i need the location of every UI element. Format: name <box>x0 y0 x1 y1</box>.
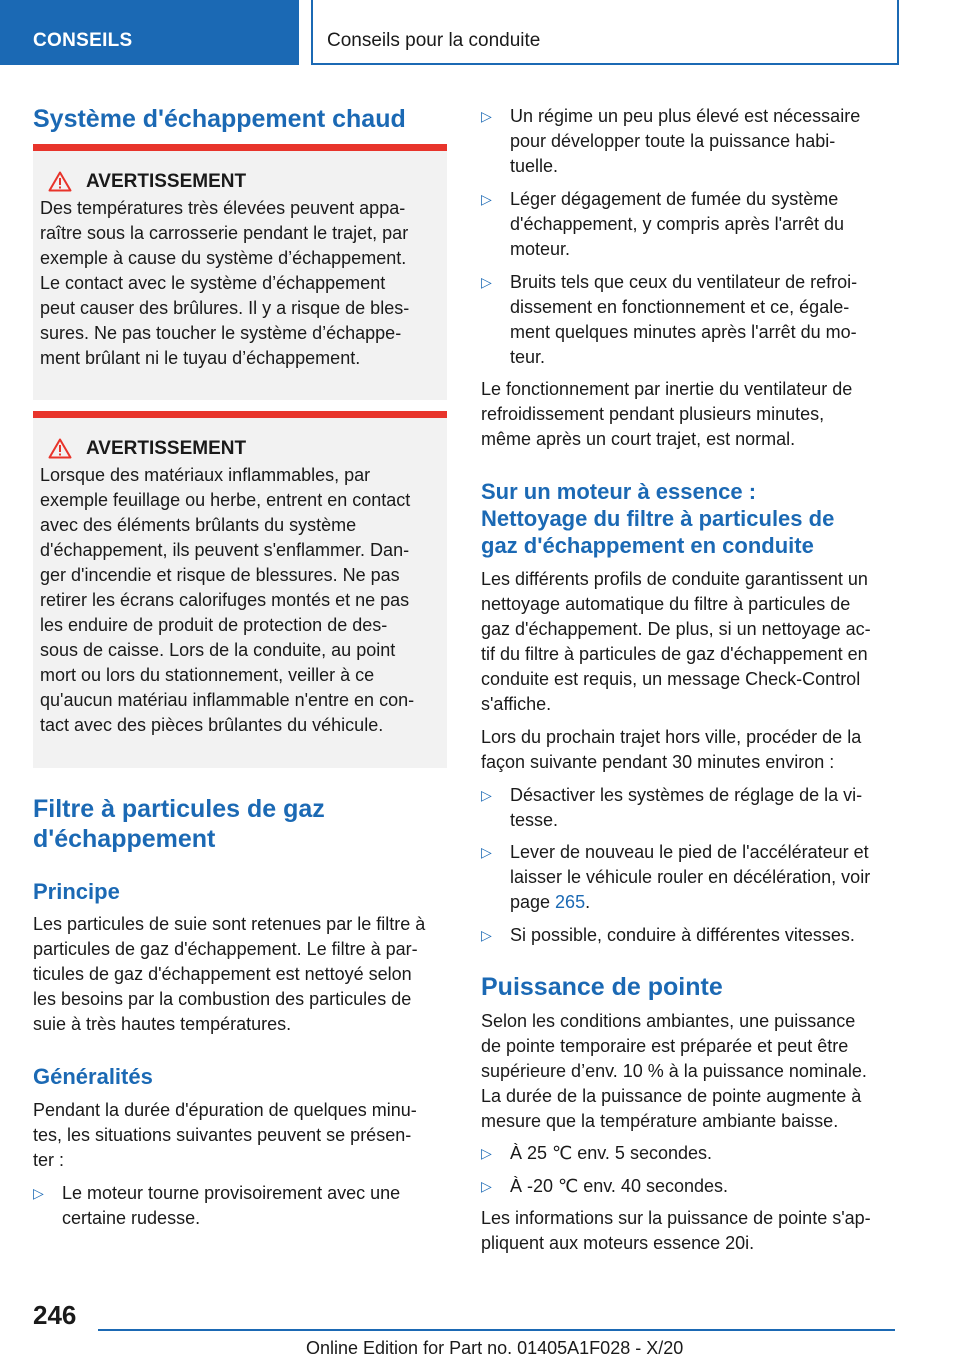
text-line: À -20 ℃ env. 40 secondes. <box>510 1176 729 1196</box>
bullet-triangle-icon: ▷ <box>481 927 492 943</box>
text-line: particules de gaz d'échappement. Le filtre à par- <box>33 939 418 959</box>
text-line: raître sous la carrosserie pendant le trajet, par <box>40 223 409 243</box>
text-line: Nettoyage du filtre à particules de <box>481 506 835 531</box>
bullet-triangle-icon: ▷ <box>481 1145 492 1161</box>
text-line: Lors du prochain trajet hors ville, procéder de la <box>481 727 862 747</box>
bullet-triangle-icon: ▷ <box>481 191 492 207</box>
paragraph-fan <box>481 377 895 452</box>
bullet-triangle-icon: ▷ <box>481 844 492 860</box>
warning-triangle-icon <box>48 171 72 192</box>
bullet-triangle-icon: ▷ <box>33 1185 44 1201</box>
text-line: peut causer des brûlures. Il y a risque de bles- <box>40 298 410 318</box>
text-line: pliquent aux moteurs essence 20i. <box>481 1233 755 1253</box>
text-line: tesse. <box>510 810 559 830</box>
header-chapter-label: Conseils pour la conduite <box>327 30 541 51</box>
text-line: gaz d'échappement en conduite <box>481 533 814 558</box>
text-line: les enduire de produit de protection de des- <box>40 615 388 635</box>
header-chapter-box <box>311 0 899 65</box>
text-line: refroidissement pendant plusieurs minutes, <box>481 404 825 424</box>
text-line: Désactiver les systèmes de réglage de la vi- <box>510 785 863 805</box>
footer-edition: Online Edition for Part no. 01405A1F028 - X/20 <box>306 1338 684 1358</box>
text-line: Des températures très élevées peuvent appa- <box>40 198 406 218</box>
text-line: certaine rudesse. <box>62 1208 201 1228</box>
text-line: de pointe temporaire est préparée et peut être <box>481 1036 849 1056</box>
page-ref-prefix: page <box>510 892 556 912</box>
text-line: qu'aucun matériau inflammable n'entre en con- <box>40 690 415 710</box>
text-line: conduite est requis, un message Check-Control <box>481 669 861 689</box>
text-line: Lever de nouveau le pied de l'accélérateur et <box>510 842 869 862</box>
text-line: Un régime un peu plus élevé est nécessaire <box>510 106 861 126</box>
text-line: pour développer toute la puissance habi- <box>510 131 836 151</box>
heading-petrol-cleaning <box>481 478 834 559</box>
text-line: exemple à cause du système d’échappement. <box>40 248 407 268</box>
text-line: ger d'incendie et risque de blessures. Ne pas <box>40 565 400 585</box>
text-line: Lorsque des matériaux inflammables, par <box>40 465 371 485</box>
text-line: d'échappement, ils peuvent s'enflammer. Dan- <box>40 540 410 560</box>
warning-box-fire <box>33 411 447 768</box>
header-section-label: CONSEILS <box>33 30 133 51</box>
text-line: ment brûlant ni le tuyau d’échappement. <box>40 348 361 368</box>
bullet-triangle-icon: ▷ <box>481 108 492 124</box>
text-line: mort ou lors du stationnement, veiller à ce <box>40 665 375 685</box>
text-line: Le contact avec le système d’échappement <box>40 273 386 293</box>
text-line: À 25 ℃ env. 5 secondes. <box>510 1143 712 1163</box>
text-line: Le fonctionnement par inertie du ventilateur de <box>481 379 853 399</box>
text-line: sures. Ne pas toucher le système d’échappe- <box>40 323 402 343</box>
text-line: les besoins par la combustion des particules de <box>33 989 412 1009</box>
text-line: Le moteur tourne provisoirement avec une <box>62 1183 401 1203</box>
heading-particle-filter <box>33 794 325 854</box>
paragraph-next-trip <box>481 725 895 775</box>
warning-title: AVERTISSEMENT <box>86 438 247 459</box>
footer-divider <box>98 1329 895 1331</box>
list-item <box>481 783 895 833</box>
heading-principe: Principe <box>33 879 120 904</box>
text-line: mesure que la température ambiante baisse. <box>481 1111 839 1131</box>
text-line: Bruits tels que ceux du ventilateur de refroi- <box>510 272 858 292</box>
heading-generalites: Généralités <box>33 1064 153 1089</box>
header-section-tab <box>0 0 299 65</box>
text-line: tact avec des pièces brûlantes du véhicule. <box>40 715 384 735</box>
text-line: ter : <box>33 1150 65 1170</box>
list-item <box>481 187 895 262</box>
paragraph-principe <box>33 912 447 1037</box>
bullet-triangle-icon: ▷ <box>481 1178 492 1194</box>
text-line: Pendant la durée d'épuration de quelques minu- <box>33 1100 417 1120</box>
text-line: exemple feuillage ou herbe, entrent en contact <box>40 490 411 510</box>
text-line: Sur un moteur à essence : <box>481 479 757 504</box>
text-line <box>510 890 895 915</box>
text-line: même après un court trajet, est normal. <box>481 429 796 449</box>
text-line: Filtre à particules de gaz <box>33 795 325 823</box>
text-line: Les particules de suie sont retenues par le filtre à <box>33 914 426 934</box>
text-line: ticules de gaz d'échappement est nettoyé selon <box>33 964 412 984</box>
text-line: retirer les écrans calorifuges montés et ne pas <box>40 590 410 610</box>
text-line: Léger dégagement de fumée du système <box>510 189 839 209</box>
text-line: façon suivante pendant 30 minutes environ : <box>481 752 835 772</box>
text-line: Si possible, conduire à différentes vitesses. <box>510 925 855 945</box>
paragraph-generalites <box>33 1098 447 1173</box>
text-line: gaz d'échappement. De plus, si un nettoyage ac- <box>481 619 871 639</box>
text-line: Selon les conditions ambiantes, une puissance <box>481 1011 856 1031</box>
text-line: nettoyage automatique du filtre à particules de <box>481 594 851 614</box>
text-line: d'échappement, y compris après l'arrêt du <box>510 214 845 234</box>
text-line: teur. <box>510 347 546 367</box>
heading-peak-power: Puissance de pointe <box>481 973 723 1001</box>
text-line: Les informations sur la puissance de pointe s'ap- <box>481 1208 871 1228</box>
warning-triangle-icon <box>48 438 72 459</box>
text-line: sous de caisse. Lors de la conduite, au point <box>40 640 396 660</box>
list-item <box>481 1174 895 1199</box>
list-item <box>481 840 895 915</box>
text-line: dissement en fonctionnement et ce, égale- <box>510 297 850 317</box>
text-line: ment quelques minutes après l'arrêt du mo- <box>510 322 857 342</box>
page-ref-suffix: . <box>585 892 591 912</box>
text-line: moteur. <box>510 239 571 259</box>
paragraph-info <box>481 1206 895 1256</box>
text-line: supérieure d’env. 10 % à la puissance nominale. <box>481 1061 867 1081</box>
warning-title: AVERTISSEMENT <box>86 171 247 192</box>
text-line: La durée de la puissance de pointe augmente à <box>481 1086 862 1106</box>
text-line: laisser le véhicule rouler en décélération, voir <box>510 867 871 887</box>
text-line: s'affiche. <box>481 694 552 714</box>
text-line: tes, les situations suivantes peuvent se présen- <box>33 1125 412 1145</box>
bullet-triangle-icon: ▷ <box>481 787 492 803</box>
text-line: Les différents profils de conduite garantissent un <box>481 569 868 589</box>
list-item <box>481 923 895 948</box>
warning-box-burns <box>33 144 447 400</box>
text-line: avec des éléments brûlants du système <box>40 515 357 535</box>
text-line: tuelle. <box>510 156 559 176</box>
warning-text <box>40 463 435 738</box>
text-line: d'échappement <box>33 825 216 853</box>
text-line: tif du filtre à particules de gaz d'échappement en <box>481 644 868 664</box>
page-reference-link[interactable]: 265 <box>555 892 586 912</box>
paragraph-profiles <box>481 567 895 717</box>
heading-hot-exhaust: Système d'échappement chaud <box>33 105 406 133</box>
list-item <box>481 270 895 370</box>
page-number: 246 <box>33 1300 77 1330</box>
text-line: suie à très hautes températures. <box>33 1014 292 1034</box>
paragraph-peak-power <box>481 1009 895 1134</box>
bullet-triangle-icon: ▷ <box>481 274 492 290</box>
warning-text <box>40 196 435 371</box>
list-item <box>33 1181 447 1231</box>
list-item <box>481 1141 895 1166</box>
list-item <box>481 104 895 179</box>
